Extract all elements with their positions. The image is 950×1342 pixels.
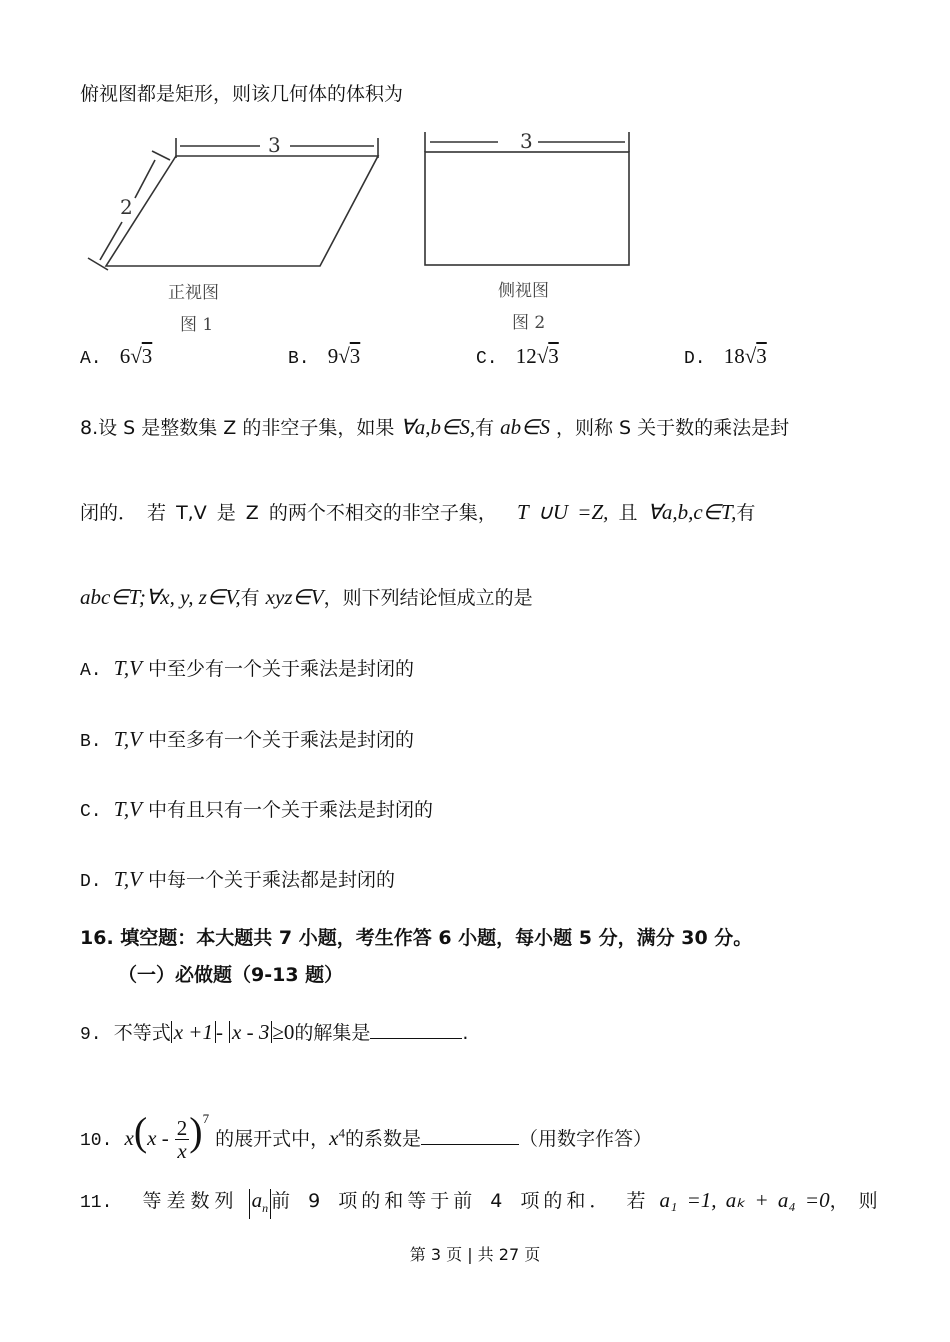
answer-blank[interactable] — [421, 1126, 519, 1145]
q7-option-c[interactable]: C. 12√3 — [476, 344, 559, 369]
q8-option-d[interactable]: D. T,V 中每一个关于乘法都是封闭的 — [80, 867, 395, 892]
front-caption: 正视图 — [168, 283, 219, 303]
q8-line-2: 闭的． 若 T,V 是 Z 的两个不相交的非空子集， T ∪U =Z, 且 ∀a,b,c∈T,有 — [80, 500, 756, 524]
three-view-figure — [80, 118, 660, 343]
front-dim-side: 2 — [120, 195, 133, 219]
front-label: 图 1 — [180, 315, 214, 335]
q8-option-b[interactable]: B. T,V 中至多有一个关于乘法是封闭的 — [80, 727, 414, 752]
side-label: 图 2 — [512, 313, 546, 333]
page-footer: 第 3 页 | 共 27 页 — [409, 1245, 541, 1264]
section-heading: 16. 填空题：本大题共 7 小题，考生作答 6 小题，每小题 5 分，满分 30 分。 — [80, 927, 753, 949]
q7-option-b[interactable]: B. 9√3 — [288, 344, 361, 369]
side-dim-top: 3 — [520, 129, 533, 153]
q7-option-d[interactable]: D. 18√3 — [684, 344, 767, 369]
q8-line-1: 8.设 S 是整数集 Z 的非空子集，如果 ∀a,b∈S,有 ab∈S ，则称 S 关于数的乘法是封 — [80, 415, 790, 439]
q11: 11. 等差数列 $a_n$ 前 9 项的和等于前 4 项的和． 若 a₁ =1, aₖ + a₄ =0， 则 — [80, 1186, 878, 1219]
q7-option-a[interactable]: A. 6√3 — [80, 344, 153, 369]
front-dim-top: 3 — [268, 133, 281, 157]
section-subheading: （一）必做题（9-13 题） — [118, 964, 344, 986]
q8-option-a[interactable]: A. T,V 中至少有一个关于乘法是封闭的 — [80, 656, 414, 681]
q10: 10. x(x - $\frac{2}{x}$ )$^7$ 的展开式中，$x^4$的系数是 （用数字作答） — [80, 1109, 653, 1163]
q8-line-3: abc∈T;∀x, y, z∈V,有 xyz∈V，则下列结论恒成立的是 — [80, 585, 533, 609]
q8-option-c[interactable]: C. T,V 中有且只有一个关于乘法是封闭的 — [80, 797, 433, 822]
side-caption: 侧视图 — [498, 281, 549, 301]
intro-text: 俯视图都是矩形，则该几何体的体积为 — [80, 83, 404, 105]
q9: 9. 不等式 x +1 - x - 3 ≥0的解集是 . — [80, 1020, 469, 1045]
answer-blank[interactable] — [370, 1020, 462, 1039]
